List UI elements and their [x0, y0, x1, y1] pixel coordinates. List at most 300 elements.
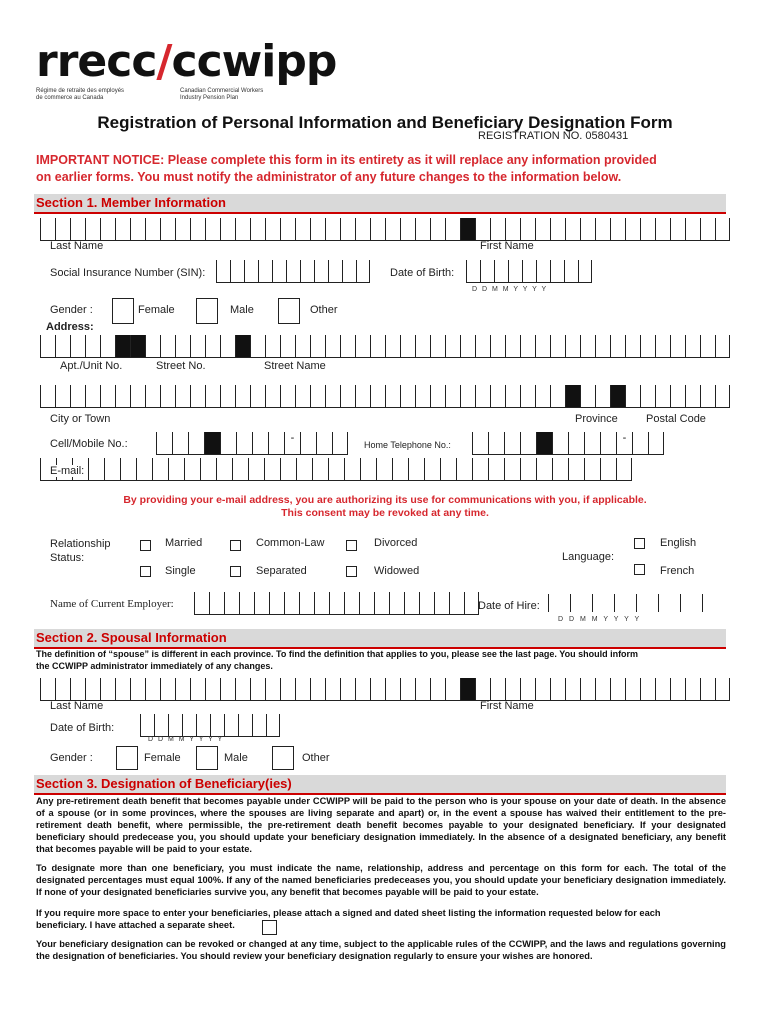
char-box[interactable]: [238, 714, 252, 737]
char-box[interactable]: [332, 432, 348, 455]
char-box[interactable]: [355, 678, 370, 701]
char-box[interactable]: [584, 432, 600, 455]
char-box[interactable]: [494, 260, 508, 283]
char-box[interactable]: [310, 385, 325, 408]
char-box[interactable]: [168, 714, 182, 737]
char-box[interactable]: [520, 432, 536, 455]
char-box[interactable]: [415, 335, 430, 358]
char-box[interactable]: [535, 678, 550, 701]
divorced-checkbox[interactable]: [346, 540, 357, 551]
char-box[interactable]: [640, 678, 655, 701]
char-box[interactable]: [460, 218, 475, 241]
char-box[interactable]: [488, 432, 504, 455]
char-box[interactable]: [130, 678, 145, 701]
char-box[interactable]: [280, 335, 295, 358]
char-box[interactable]: [424, 458, 440, 481]
char-box[interactable]: [520, 218, 535, 241]
char-box[interactable]: [295, 335, 310, 358]
char-box[interactable]: [265, 385, 280, 408]
char-box[interactable]: [40, 335, 55, 358]
char-box[interactable]: [595, 678, 610, 701]
char-box[interactable]: [449, 592, 464, 615]
char-box[interactable]: [360, 458, 376, 481]
char-box[interactable]: [536, 260, 550, 283]
char-box[interactable]: [154, 714, 168, 737]
char-box[interactable]: [55, 678, 70, 701]
char-box[interactable]: [85, 335, 100, 358]
char-box[interactable]: [610, 385, 625, 408]
char-box[interactable]: [670, 335, 685, 358]
char-box[interactable]: [55, 335, 70, 358]
married-checkbox[interactable]: [140, 540, 151, 551]
char-box[interactable]: [490, 385, 505, 408]
char-box[interactable]: [580, 218, 595, 241]
char-box[interactable]: [325, 385, 340, 408]
char-box[interactable]: [254, 592, 269, 615]
char-box[interactable]: [655, 335, 670, 358]
char-box[interactable]: [120, 458, 136, 481]
char-box[interactable]: [419, 592, 434, 615]
char-box[interactable]: [655, 385, 670, 408]
char-box[interactable]: [205, 385, 220, 408]
char-box[interactable]: [536, 458, 552, 481]
char-box[interactable]: [145, 335, 160, 358]
char-box[interactable]: [160, 385, 175, 408]
char-box[interactable]: [286, 260, 300, 283]
common-law-checkbox[interactable]: [230, 540, 241, 551]
char-box[interactable]: [344, 592, 359, 615]
separate-sheet-checkbox[interactable]: [262, 920, 277, 935]
char-box[interactable]: [342, 260, 356, 283]
address-boxes[interactable]: [40, 335, 730, 358]
char-box[interactable]: [685, 335, 700, 358]
hire-digit-box[interactable]: [570, 594, 571, 612]
char-box[interactable]: [312, 458, 328, 481]
char-box[interactable]: [445, 335, 460, 358]
char-box[interactable]: [685, 385, 700, 408]
char-box[interactable]: [325, 335, 340, 358]
employer-boxes[interactable]: [194, 592, 479, 615]
char-box[interactable]: [490, 678, 505, 701]
char-box[interactable]: [344, 458, 360, 481]
char-box[interactable]: [536, 432, 552, 455]
char-box[interactable]: [85, 678, 100, 701]
char-box[interactable]: [264, 458, 280, 481]
hire-digit-box[interactable]: [636, 594, 637, 612]
char-box[interactable]: [70, 678, 85, 701]
hire-digit-box[interactable]: [592, 594, 593, 612]
char-box[interactable]: [715, 335, 730, 358]
char-box[interactable]: [616, 458, 632, 481]
char-box[interactable]: [100, 385, 115, 408]
char-box[interactable]: [280, 385, 295, 408]
char-box[interactable]: [445, 218, 460, 241]
char-box[interactable]: [172, 432, 188, 455]
char-box[interactable]: [655, 678, 670, 701]
char-box[interactable]: [475, 335, 490, 358]
char-box[interactable]: [600, 458, 616, 481]
char-box[interactable]: [522, 260, 536, 283]
char-box[interactable]: [265, 335, 280, 358]
spouse-name-boxes[interactable]: [40, 678, 730, 701]
char-box[interactable]: [220, 678, 235, 701]
char-box[interactable]: [385, 335, 400, 358]
char-box[interactable]: [130, 385, 145, 408]
email-boxes[interactable]: [40, 458, 632, 481]
single-checkbox[interactable]: [140, 566, 151, 577]
char-box[interactable]: [700, 678, 715, 701]
char-box[interactable]: [194, 592, 209, 615]
char-box[interactable]: [196, 714, 210, 737]
char-box[interactable]: [340, 678, 355, 701]
char-box[interactable]: [456, 458, 472, 481]
char-box[interactable]: [316, 432, 332, 455]
char-box[interactable]: [490, 218, 505, 241]
char-box[interactable]: [239, 592, 254, 615]
english-checkbox[interactable]: [634, 538, 645, 549]
char-box[interactable]: [250, 385, 265, 408]
char-box[interactable]: [40, 218, 55, 241]
separated-checkbox[interactable]: [230, 566, 241, 577]
city-boxes[interactable]: [40, 385, 730, 408]
char-box[interactable]: [175, 218, 190, 241]
char-box[interactable]: -: [284, 432, 300, 455]
char-box[interactable]: [325, 218, 340, 241]
char-box[interactable]: [475, 678, 490, 701]
char-box[interactable]: [385, 678, 400, 701]
char-box[interactable]: [550, 260, 564, 283]
char-box[interactable]: [190, 678, 205, 701]
char-box[interactable]: [715, 218, 730, 241]
char-box[interactable]: [520, 458, 536, 481]
char-box[interactable]: [284, 592, 299, 615]
char-box[interactable]: [244, 260, 258, 283]
char-box[interactable]: [625, 218, 640, 241]
char-box[interactable]: [314, 592, 329, 615]
char-box[interactable]: [235, 678, 250, 701]
char-box[interactable]: [504, 458, 520, 481]
french-checkbox[interactable]: [634, 564, 645, 575]
char-box[interactable]: [700, 218, 715, 241]
char-box[interactable]: [385, 385, 400, 408]
char-box[interactable]: [310, 335, 325, 358]
char-box[interactable]: [100, 335, 115, 358]
char-box[interactable]: [175, 385, 190, 408]
char-box[interactable]: [85, 218, 100, 241]
char-box[interactable]: [632, 432, 648, 455]
char-box[interactable]: [475, 385, 490, 408]
char-box[interactable]: [310, 218, 325, 241]
char-box[interactable]: [568, 458, 584, 481]
char-box[interactable]: [389, 592, 404, 615]
char-box[interactable]: [88, 458, 104, 481]
female-checkbox[interactable]: [112, 298, 134, 324]
char-box[interactable]: [648, 432, 664, 455]
char-box[interactable]: [224, 714, 238, 737]
char-box[interactable]: [55, 218, 70, 241]
char-box[interactable]: [220, 218, 235, 241]
char-box[interactable]: [505, 678, 520, 701]
char-box[interactable]: [370, 678, 385, 701]
char-box[interactable]: [445, 678, 460, 701]
char-box[interactable]: [625, 385, 640, 408]
char-box[interactable]: [520, 385, 535, 408]
char-box[interactable]: [300, 432, 316, 455]
home-phone-boxes[interactable]: [472, 432, 664, 455]
char-box[interactable]: [595, 335, 610, 358]
char-box[interactable]: [85, 385, 100, 408]
char-box[interactable]: [209, 592, 224, 615]
char-box[interactable]: [520, 335, 535, 358]
char-box[interactable]: [115, 218, 130, 241]
char-box[interactable]: [205, 335, 220, 358]
char-box[interactable]: [430, 218, 445, 241]
char-box[interactable]: [190, 335, 205, 358]
char-box[interactable]: [610, 678, 625, 701]
char-box[interactable]: [415, 218, 430, 241]
char-box[interactable]: [400, 218, 415, 241]
char-box[interactable]: [340, 335, 355, 358]
char-box[interactable]: [460, 385, 475, 408]
char-box[interactable]: [252, 714, 266, 737]
char-box[interactable]: [300, 260, 314, 283]
char-box[interactable]: [200, 458, 216, 481]
char-box[interactable]: [460, 335, 475, 358]
char-box[interactable]: [640, 385, 655, 408]
char-box[interactable]: [535, 385, 550, 408]
char-box[interactable]: [355, 335, 370, 358]
char-box[interactable]: [280, 458, 296, 481]
hire-digit-box[interactable]: [548, 594, 549, 612]
char-box[interactable]: [535, 335, 550, 358]
char-box[interactable]: [314, 260, 328, 283]
char-box[interactable]: [685, 218, 700, 241]
char-box[interactable]: [505, 218, 520, 241]
char-box[interactable]: [400, 335, 415, 358]
char-box[interactable]: [269, 592, 284, 615]
char-box[interactable]: [325, 678, 340, 701]
char-box[interactable]: [220, 335, 235, 358]
char-box[interactable]: [610, 218, 625, 241]
char-box[interactable]: [295, 678, 310, 701]
char-box[interactable]: [70, 385, 85, 408]
other-checkbox[interactable]: [278, 298, 300, 324]
char-box[interactable]: [505, 385, 520, 408]
char-box[interactable]: [580, 385, 595, 408]
char-box[interactable]: [670, 218, 685, 241]
char-box[interactable]: [100, 218, 115, 241]
widowed-checkbox[interactable]: [346, 566, 357, 577]
char-box[interactable]: [136, 458, 152, 481]
spouse-male-checkbox[interactable]: [196, 746, 218, 770]
char-box[interactable]: [580, 678, 595, 701]
char-box[interactable]: [55, 385, 70, 408]
char-box[interactable]: [508, 260, 522, 283]
char-box[interactable]: [472, 458, 488, 481]
char-box[interactable]: [430, 385, 445, 408]
char-box[interactable]: [266, 714, 280, 737]
char-box[interactable]: [210, 714, 224, 737]
char-box[interactable]: [415, 385, 430, 408]
char-box[interactable]: [115, 385, 130, 408]
char-box[interactable]: [565, 385, 580, 408]
char-box[interactable]: [115, 335, 130, 358]
char-box[interactable]: [552, 458, 568, 481]
char-box[interactable]: [184, 458, 200, 481]
char-box[interactable]: [268, 432, 284, 455]
char-box[interactable]: [430, 335, 445, 358]
spouse-other-checkbox[interactable]: [272, 746, 294, 770]
char-box[interactable]: [205, 678, 220, 701]
char-box[interactable]: [670, 678, 685, 701]
char-box[interactable]: [564, 260, 578, 283]
char-box[interactable]: [430, 678, 445, 701]
char-box[interactable]: [565, 218, 580, 241]
char-box[interactable]: [434, 592, 449, 615]
char-box[interactable]: [296, 458, 312, 481]
char-box[interactable]: [220, 432, 236, 455]
char-box[interactable]: [355, 218, 370, 241]
spouse-dob-boxes[interactable]: [140, 714, 280, 737]
char-box[interactable]: [248, 458, 264, 481]
char-box[interactable]: [188, 432, 204, 455]
char-box[interactable]: [580, 335, 595, 358]
char-box[interactable]: [655, 218, 670, 241]
char-box[interactable]: [385, 218, 400, 241]
char-box[interactable]: [640, 335, 655, 358]
char-box[interactable]: [535, 218, 550, 241]
char-box[interactable]: [130, 218, 145, 241]
char-box[interactable]: [359, 592, 374, 615]
char-box[interactable]: [70, 218, 85, 241]
char-box[interactable]: [115, 678, 130, 701]
char-box[interactable]: [40, 385, 55, 408]
char-box[interactable]: [160, 335, 175, 358]
char-box[interactable]: [475, 218, 490, 241]
hire-digit-box[interactable]: [658, 594, 659, 612]
char-box[interactable]: [466, 260, 480, 283]
char-box[interactable]: [250, 335, 265, 358]
char-box[interactable]: [445, 385, 460, 408]
char-box[interactable]: [370, 385, 385, 408]
char-box[interactable]: [252, 432, 268, 455]
char-box[interactable]: [230, 260, 244, 283]
char-box[interactable]: [182, 714, 196, 737]
char-box[interactable]: -: [616, 432, 632, 455]
char-box[interactable]: [145, 385, 160, 408]
char-box[interactable]: [152, 458, 168, 481]
char-box[interactable]: [460, 678, 475, 701]
char-box[interactable]: [472, 432, 488, 455]
char-box[interactable]: [145, 218, 160, 241]
char-box[interactable]: [140, 714, 154, 737]
char-box[interactable]: [715, 678, 730, 701]
char-box[interactable]: [552, 432, 568, 455]
char-box[interactable]: [400, 385, 415, 408]
char-box[interactable]: [216, 458, 232, 481]
char-box[interactable]: [670, 385, 685, 408]
char-box[interactable]: [250, 218, 265, 241]
char-box[interactable]: [100, 678, 115, 701]
char-box[interactable]: [392, 458, 408, 481]
char-box[interactable]: [235, 218, 250, 241]
char-box[interactable]: [504, 432, 520, 455]
char-box[interactable]: [104, 458, 120, 481]
char-box[interactable]: [220, 385, 235, 408]
char-box[interactable]: [440, 458, 456, 481]
spouse-female-checkbox[interactable]: [116, 746, 138, 770]
sin-boxes[interactable]: [216, 260, 370, 283]
char-box[interactable]: [595, 385, 610, 408]
char-box[interactable]: [224, 592, 239, 615]
char-box[interactable]: [216, 260, 230, 283]
char-box[interactable]: [376, 458, 392, 481]
char-box[interactable]: [464, 592, 479, 615]
char-box[interactable]: [232, 458, 248, 481]
char-box[interactable]: [265, 218, 280, 241]
char-box[interactable]: [584, 458, 600, 481]
char-box[interactable]: [265, 678, 280, 701]
char-box[interactable]: [480, 260, 494, 283]
char-box[interactable]: [415, 678, 430, 701]
char-box[interactable]: [520, 678, 535, 701]
char-box[interactable]: [600, 432, 616, 455]
char-box[interactable]: [168, 458, 184, 481]
char-box[interactable]: [568, 432, 584, 455]
hire-date-boxes[interactable]: [548, 594, 703, 612]
char-box[interactable]: [610, 335, 625, 358]
char-box[interactable]: [130, 335, 145, 358]
char-box[interactable]: [550, 385, 565, 408]
char-box[interactable]: [700, 335, 715, 358]
char-box[interactable]: [295, 385, 310, 408]
char-box[interactable]: [160, 218, 175, 241]
hire-digit-box[interactable]: [614, 594, 615, 612]
char-box[interactable]: [404, 592, 419, 615]
char-box[interactable]: [235, 335, 250, 358]
char-box[interactable]: [235, 385, 250, 408]
char-box[interactable]: [340, 218, 355, 241]
char-box[interactable]: [356, 260, 370, 283]
hire-digit-box[interactable]: [702, 594, 703, 612]
char-box[interactable]: [578, 260, 592, 283]
char-box[interactable]: [280, 678, 295, 701]
char-box[interactable]: [299, 592, 314, 615]
char-box[interactable]: [70, 335, 85, 358]
char-box[interactable]: [370, 335, 385, 358]
char-box[interactable]: [190, 218, 205, 241]
cell-boxes[interactable]: [156, 432, 348, 455]
char-box[interactable]: [190, 385, 205, 408]
char-box[interactable]: [400, 678, 415, 701]
char-box[interactable]: [328, 458, 344, 481]
char-box[interactable]: [565, 678, 580, 701]
char-box[interactable]: [488, 458, 504, 481]
char-box[interactable]: [156, 432, 172, 455]
char-box[interactable]: [328, 260, 342, 283]
char-box[interactable]: [550, 335, 565, 358]
char-box[interactable]: [205, 218, 220, 241]
char-box[interactable]: [272, 260, 286, 283]
char-box[interactable]: [625, 678, 640, 701]
char-box[interactable]: [175, 335, 190, 358]
char-box[interactable]: [258, 260, 272, 283]
member-dob-boxes[interactable]: [466, 260, 592, 283]
char-box[interactable]: [175, 678, 190, 701]
male-checkbox[interactable]: [196, 298, 218, 324]
member-name-boxes[interactable]: [40, 218, 730, 241]
char-box[interactable]: [505, 335, 520, 358]
